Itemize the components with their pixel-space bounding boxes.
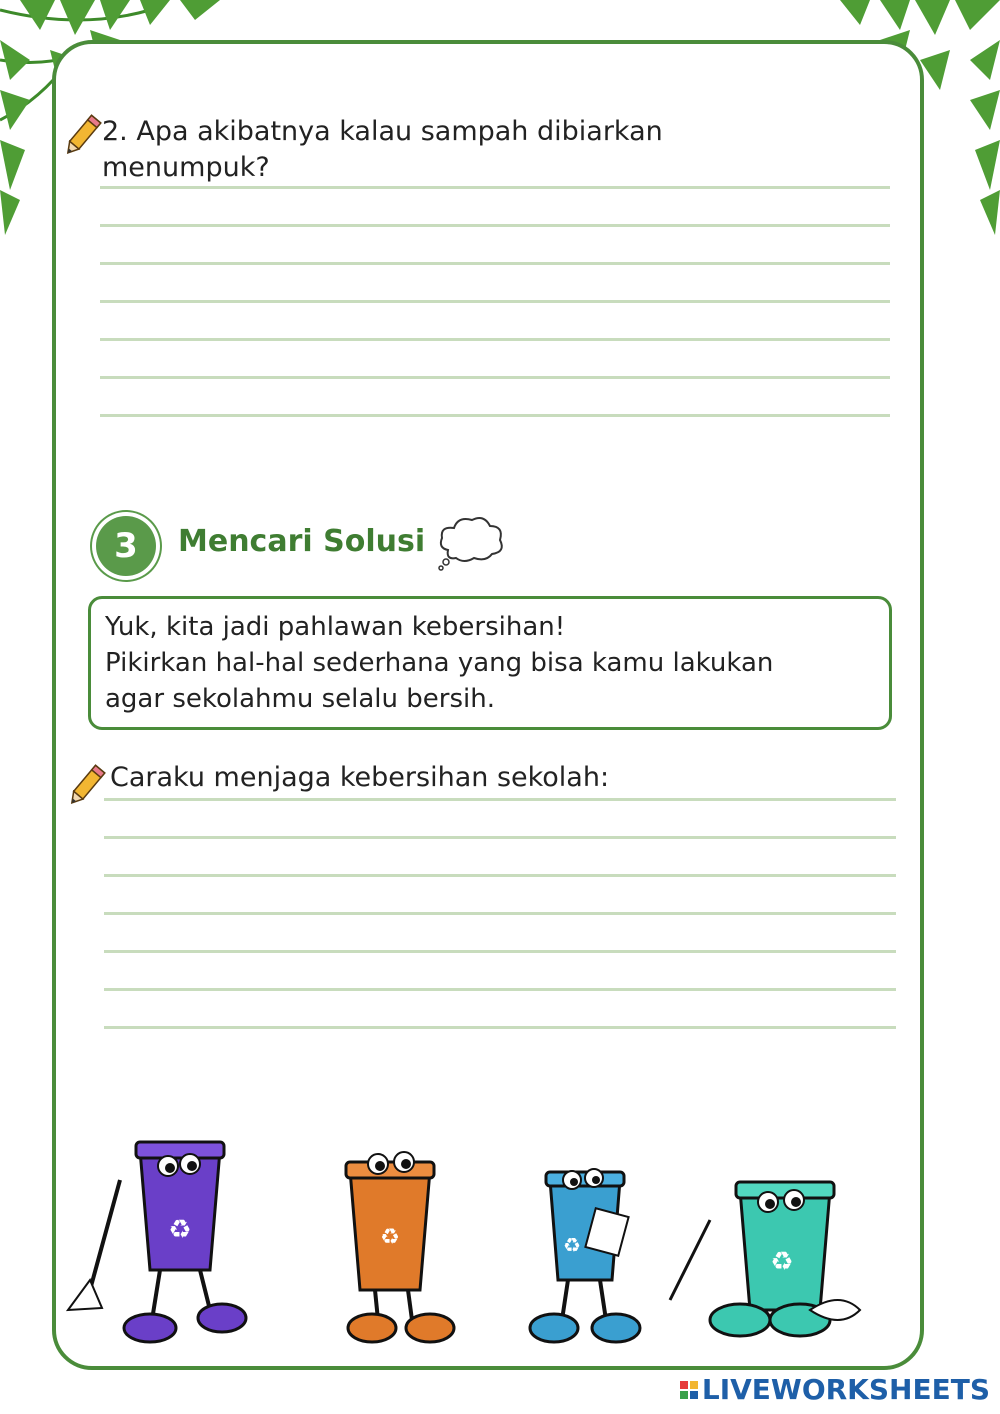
writing-line [104,798,896,801]
logo-text: LIVEWORKSHEETS [701,1373,990,1406]
prompt-text: Caraku menjaga kebersihan sekolah: [110,762,610,793]
answer-lines-question-2[interactable] [100,186,890,418]
pencil-icon [66,762,106,810]
answer-input-question-2[interactable] [100,190,894,418]
svg-text:♻: ♻ [563,1233,581,1257]
step-number-badge: 3 [96,516,156,576]
answer-lines-solusi[interactable] [104,798,896,1030]
question-2-line-2: menumpuk? [102,152,270,183]
pencil-icon [62,112,102,160]
liveworksheets-logo [680,1373,990,1406]
section-title: Mencari Solusi [178,524,426,559]
orange-bin-mascot-icon [346,1152,454,1342]
svg-text:♻: ♻ [168,1215,192,1245]
thought-cloud-icon [436,512,506,572]
instruction-line-1: Yuk, kita jadi pahlawan kebersihan! [105,612,566,642]
recycle-bin-mascots [60,1120,880,1360]
instruction-box [88,596,892,730]
question-2-line-1: 2. Apa akibatnya kalau sampah dibiarkan [102,116,663,147]
question-2 [102,114,802,186]
blue-bin-mascot-icon [530,1169,640,1342]
writing-line [100,186,890,189]
instruction-line-3: agar sekolahmu selalu bersih. [105,684,495,714]
svg-text:♻: ♻ [380,1225,400,1250]
teal-bin-mascot-icon [670,1182,860,1336]
answer-input-solusi[interactable] [104,802,900,1030]
svg-text:♻: ♻ [770,1247,794,1277]
instruction-line-2: Pikirkan hal-hal sederhana yang bisa kamu lakukan [105,648,774,678]
purple-bin-mascot-icon [68,1142,246,1342]
liveworksheets-mark-icon [680,1381,698,1399]
